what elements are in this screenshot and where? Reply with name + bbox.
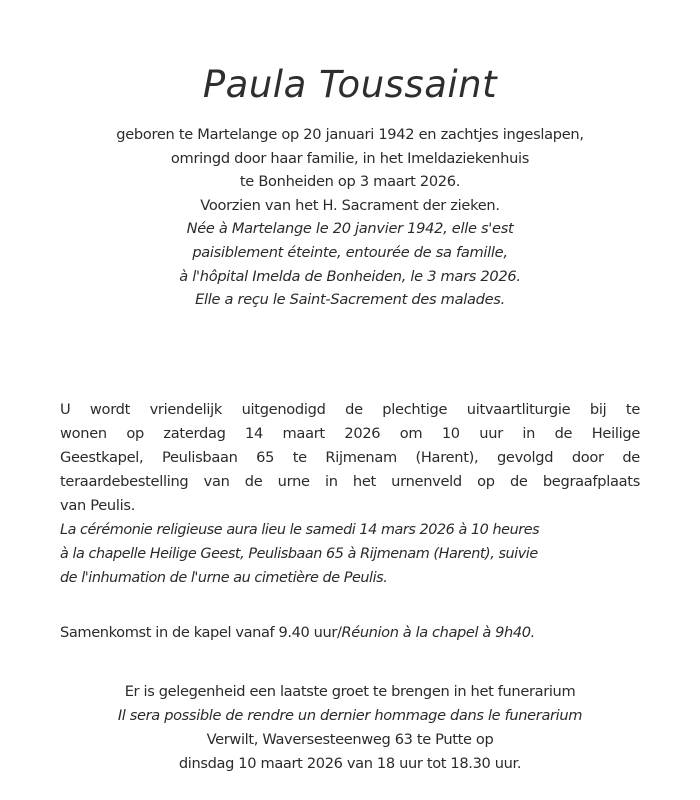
- farewell-address: Verwilt, Waversesteenweg 63 te Putte op: [206, 731, 494, 748]
- ceremony-nl-line: teraardebestelling van de urne in het urnenveld op de begraafplaats: [60, 473, 640, 490]
- ceremony-fr-line: La cérémonie religieuse aura lieu le samedi 14 mars 2026 à 10 heures: [60, 522, 540, 538]
- ceremony-fr-line: à la chapelle Heilige Geest, Peulisbaan 65 à Rijmenam (Harent), suivie: [60, 546, 538, 562]
- announcement-nl-line: te Bonheiden op 3 maart 2026.: [239, 173, 461, 191]
- announcement-fr-line: Née à Martelange le 20 janvier 1942, elle s'est: [186, 220, 514, 238]
- announcement-nl-line: omringd door haar familie, in het Imeldaziekenhuis: [170, 149, 530, 167]
- ceremony-invitation-fr: [60, 518, 660, 590]
- farewell-datetime: dinsdag 10 maart 2026 van 18 uur tot 18.30 uur.: [178, 755, 522, 772]
- gathering-fr: Réunion à la chapel à 9h40.: [341, 624, 535, 641]
- ceremony-invitation-nl: [60, 398, 640, 518]
- deceased-name-title: Paula Toussaint: [202, 62, 498, 106]
- farewell-fr-line: Il sera possible de rendre un dernier hommage dans le funerarium: [117, 707, 583, 724]
- birth-death-announcement: [40, 123, 660, 312]
- ceremony-nl-line: U wordt vriendelijk uitgenodigd de plechtige uitvaartliturgie bij te: [60, 401, 640, 418]
- farewell-nl-line: Er is gelegenheid een laatste groet te brengen in het funerarium: [124, 683, 576, 700]
- ceremony-nl-line: wonen op zaterdag 14 maart 2026 om 10 uur in de Heilige: [60, 425, 640, 442]
- ceremony-nl-line: Geestkapel, Peulisbaan 65 te Rijmenam (Harent), gevolgd door de: [60, 449, 640, 466]
- gathering-nl: Samenkomst in de kapel vanaf 9.40 uur/: [60, 624, 342, 641]
- ceremony-nl-line: van Peulis.: [60, 497, 136, 514]
- announcement-nl-line: geboren te Martelange op 20 januari 1942 en zachtjes ingeslapen,: [116, 126, 584, 143]
- announcement-nl-line: Voorzien van het H. Sacrament der zieken.: [200, 196, 500, 214]
- farewell-notice: [40, 680, 660, 776]
- announcement-fr-line: Elle a reçu le Saint-Sacrement des malades.: [195, 291, 505, 309]
- announcement-fr-line: paisiblement éteinte, entourée de sa famille,: [192, 243, 508, 261]
- ceremony-fr-line: de l'inhumation de l'urne au cimetière de Peulis.: [60, 570, 388, 586]
- gathering-notice: [60, 621, 660, 645]
- announcement-fr-line: à l'hôpital Imelda de Bonheiden, le 3 mars 2026.: [179, 267, 521, 285]
